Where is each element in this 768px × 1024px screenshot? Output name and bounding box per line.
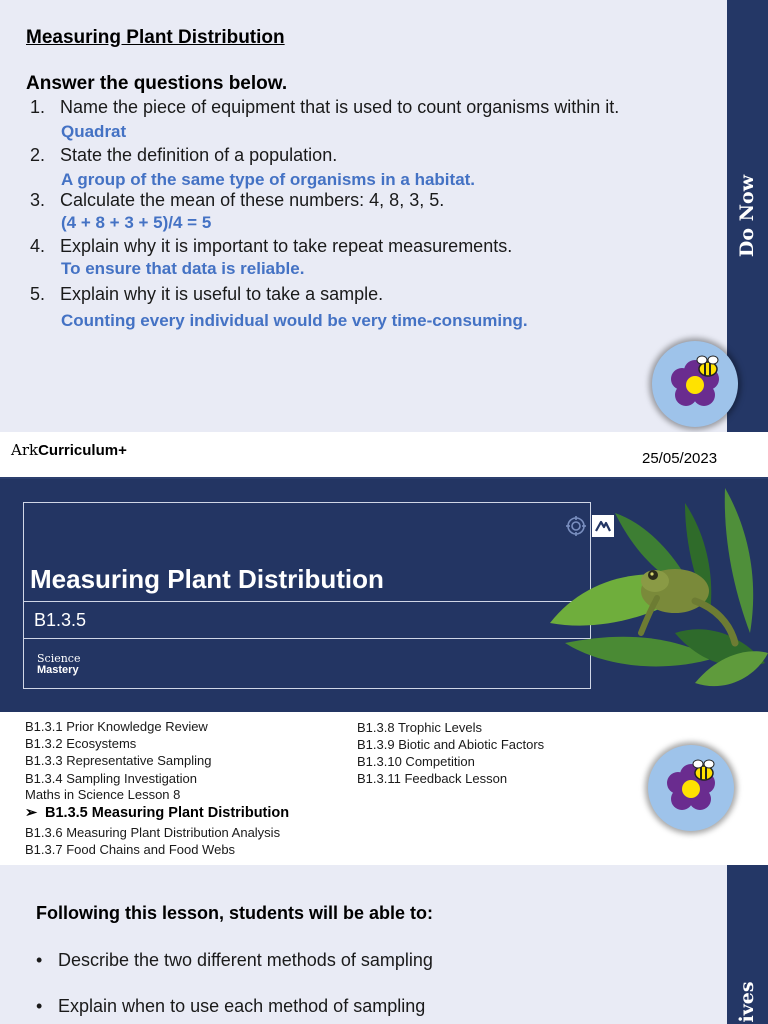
question-1 xyxy=(30,97,619,118)
question-number: 2. xyxy=(30,145,46,165)
lesson-item: B1.3.7 Food Chains and Food Webs xyxy=(25,842,236,857)
objective-item: • Explain when to use each method of sampling xyxy=(36,996,426,1016)
objective-item: • Describe the two different methods of sampling xyxy=(36,950,433,970)
lesson-item: B1.3.8 Trophic Levels xyxy=(357,720,483,735)
title-divider xyxy=(23,601,590,602)
answer-5: Counting every individual would be very time-consuming. xyxy=(61,311,528,330)
lesson-title: Measuring Plant Distribution xyxy=(30,564,384,594)
bee-flower-badge-icon xyxy=(652,341,738,427)
objectives-heading: Following this lesson, students will be able to: xyxy=(36,903,434,923)
question-text: Explain why it is useful to take a sample. xyxy=(60,284,384,304)
title-divider xyxy=(23,638,590,639)
answer-2: A group of the same type of organisms in a habitat. xyxy=(61,170,476,189)
question-text: Calculate the mean of these numbers: 4, 8, 3, 5. xyxy=(60,190,445,210)
lesson-item: B1.3.4 Sampling Investigation xyxy=(25,771,197,786)
lesson-item: B1.3.3 Representative Sampling xyxy=(25,753,212,768)
lesson-code: B1.3.5 xyxy=(34,610,87,630)
lesson-item: Maths in Science Lesson 8 xyxy=(25,787,181,802)
current-lesson: ➢ B1.3.5 Measuring Plant Distribution xyxy=(25,805,290,821)
question-number: 4. xyxy=(30,236,46,256)
answer-1: Quadrat xyxy=(61,122,127,141)
question-5 xyxy=(30,284,383,305)
answer-3: (4 + 8 + 3 + 5)/4 = 5 xyxy=(61,213,212,232)
question-text: Explain why it is important to take repeat measurements. xyxy=(60,236,513,256)
do-now-subtitle: Answer the questions below. xyxy=(26,73,288,94)
lesson-item: B1.3.2 Ecosystems xyxy=(25,736,137,751)
bullet-icon: • xyxy=(36,996,43,1016)
question-4 xyxy=(30,236,512,257)
question-text: State the definition of a population. xyxy=(60,145,338,165)
ark-curriculum-logo: ArkCurriculum+ xyxy=(11,441,127,459)
do-now-side-label: Do Now xyxy=(736,174,758,258)
title-frame xyxy=(23,502,591,689)
question-text: Name the piece of equipment that is used to count organisms within it. xyxy=(60,97,620,117)
brand-mastery: Mastery xyxy=(37,664,79,676)
question-2 xyxy=(30,145,337,166)
arrow-bullet-icon: ➢ xyxy=(25,805,38,821)
question-number: 3. xyxy=(30,190,46,210)
brand-science: Science xyxy=(37,652,81,665)
answer-4: To ensure that data is reliable. xyxy=(61,259,305,278)
do-now-title: Measuring Plant Distribution xyxy=(26,27,285,48)
bee-flower-badge-icon xyxy=(648,745,734,831)
lesson-item: B1.3.9 Biotic and Abiotic Factors xyxy=(357,737,545,752)
question-3 xyxy=(30,190,444,211)
date-label: 25/05/2023 xyxy=(642,450,718,467)
lesson-item: B1.3.1 Prior Knowledge Review xyxy=(25,719,208,734)
question-number: 1. xyxy=(30,97,46,117)
lesson-item: B1.3.10 Competition xyxy=(357,754,475,769)
objectives-side-label: ives xyxy=(736,981,758,1023)
question-number: 5. xyxy=(30,284,46,304)
lesson-item: B1.3.11 Feedback Lesson xyxy=(357,771,508,786)
frog-leaves-illustration xyxy=(545,483,768,697)
lesson-item: B1.3.6 Measuring Plant Distribution Analysis xyxy=(25,825,281,840)
bullet-icon: • xyxy=(36,950,43,970)
